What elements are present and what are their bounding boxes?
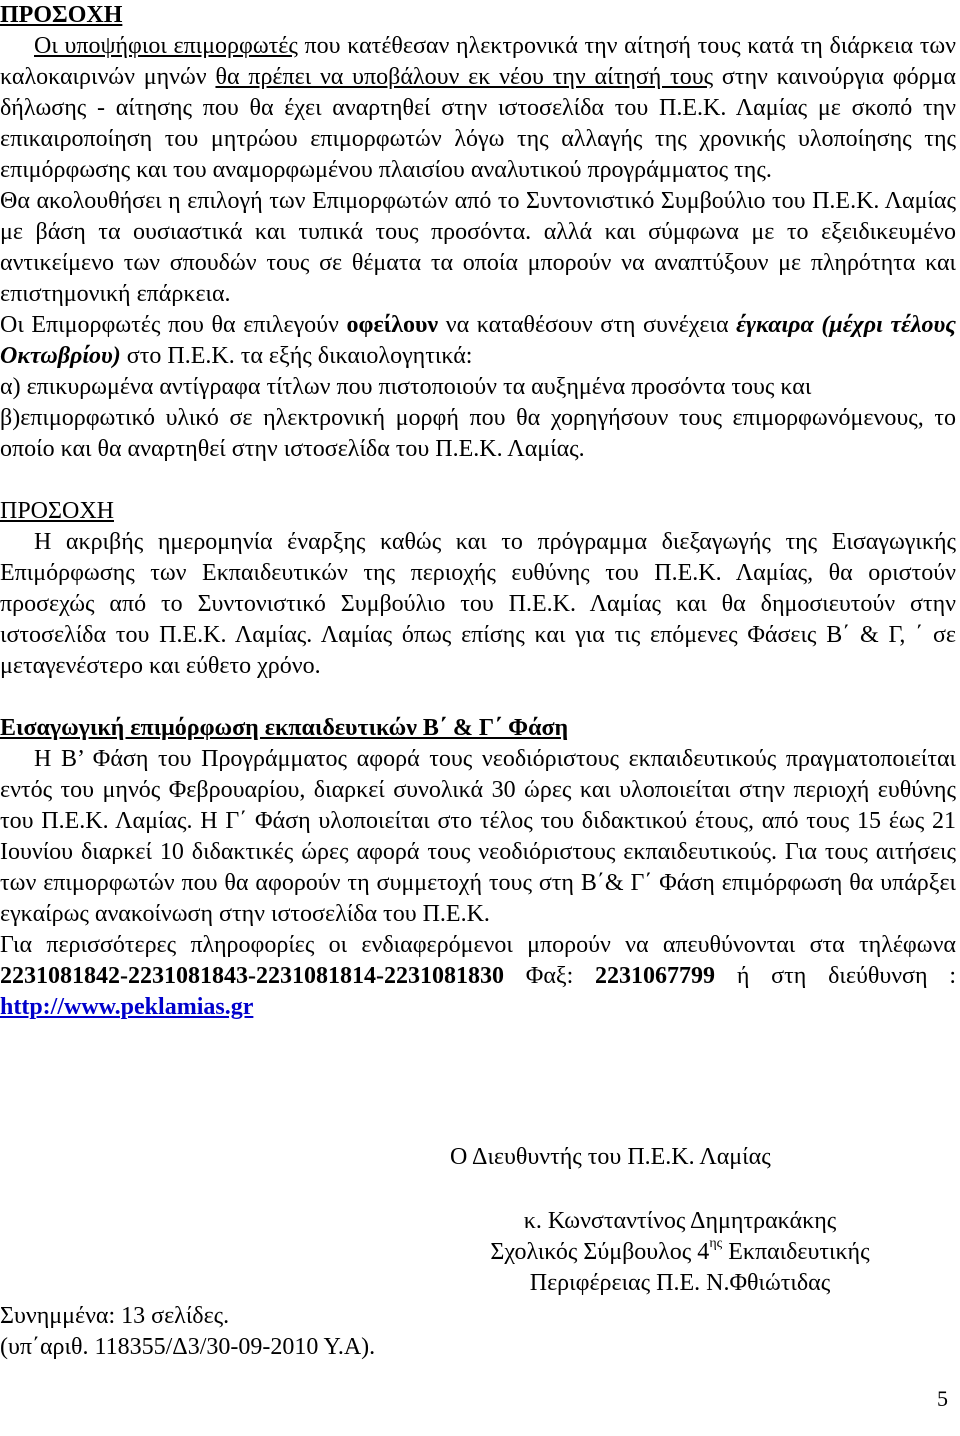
deadline-text: (μέχρι τέλους Οκτωβρίου) [0, 312, 956, 369]
paragraph-trainer-selection: Θα ακολουθήσει η επιλογή των Επιμορφωτών από το Συντονιστικό Συμβούλιο του Π.Ε.Κ. Λαμίας με βάση τα ουσιαστικά και τυπικά τους προσόντα. αλλά και σύμφωνα με το εξειδικευμένο αντικείμενο των σπουδών τους σε θέματα τα οποία μπορούν να αναπτύξουν με πληρότητα και επιστημονική επάρκεια. [0, 188, 956, 307]
signatory-name: κ. Κωνσταντίνος Δημητρακάκης [523, 1208, 837, 1234]
paragraph-start-date: Η ακριβής ημερομηνία έναρξης καθώς και το πρόγραμμα διεξαγωγής της Εισαγωγικής Επιμόρφωσης των Εκπαιδευτικών της περιοχής ευθύνης του Π.Ε.Κ. Λαμίας, θα οριστούν προσεχώς από το Συντονιστικό Συμβούλιο του Π.Ε.Κ. Λαμίας και θα δημοσιευτούν στην ιστοσελίδα του Π.Ε.Κ. Λαμίας. Λαμίας όπως επίσης και για τις επόμενες Φάσεις Β΄ & Γ, ΄ σε μεταγενέστερο και εύθετο χρόνο. [0, 529, 956, 679]
paragraph-required-documents [0, 310, 956, 372]
section-heading-phases: Εισαγωγική επιμόρφωση εκπαιδευτικών Β΄ & Γ΄ Φάση [0, 715, 569, 741]
section-heading-attention-2: ΠΡΟΣΟΧΗ [0, 498, 114, 524]
list-item-a: α) επικυρωμένα αντίγραφα τίτλων που πιστοποιούν τα αυξημένα προσόντα τους και [0, 374, 812, 400]
attachments-reference: (υπ΄αριθ. 118355/Δ3/30-09-2010 Υ.Α). [0, 1334, 376, 1360]
fax-number: 2231067799 [595, 963, 716, 989]
paragraph-text: στο Π.Ε.Κ. τα εξής δικαιολογητικά: [120, 343, 473, 369]
underlined-text: Οι υποψήφιοι επιμορφωτές [34, 33, 298, 59]
spacer [0, 682, 956, 713]
section-heading-attention-1: ΠΡΟΣΟΧΗ [0, 2, 123, 28]
signature-title: Ο Διευθυντής του Π.Ε.Κ. Λαμίας [450, 1144, 771, 1170]
bold-text: οφείλουν [346, 312, 439, 338]
attachments-block [0, 1301, 375, 1363]
list-item-b: β)επιμορφωτικό υλικό σε ηλεκτρονική μορφή που θα χορηγήσουν τους επιμορφωνόμενους, το οποίο και θα αναρτηθεί στην ιστοσελίδα του Π.Ε.Κ. Λαμίας. [0, 405, 956, 462]
signature-block [430, 1206, 930, 1299]
paragraph-phase-b-c: Η Β’ Φάση του Προγράμματος αφορά τους νεοδιόριστους εκπαιδευτικούς πραγματοποιείται εντός του μηνός Φεβρουαρίου, διαρκεί συνολικά 30 ώρες και υλοποιείται στην περιοχή ευθύνης του Π.Ε.Κ. Λαμίας. Η Γ΄ Φάση υλοποιείται στο τέλος του διδακτικού έτους, από τους 15 έως 21 Ιουνίου διαρκεί 10 διδακτικές ώρες αφορά τους νεοδιόριστους εκπαιδευτικούς. Για τους αιτήσεις των επιμορφωτών που θα αφορούν τη συμμετοχή τους στη Β΄& Γ΄ Φάση επιμόρφωση θα υπάρξει εγκαίρως ανακοίνωση στην ιστοσελίδα του Π.Ε.Κ. [0, 746, 956, 927]
spacer [0, 465, 956, 496]
paragraph-text: να καταθέσουν στη συνέχεια [438, 312, 737, 338]
paragraph-resubmit-applications [0, 31, 956, 186]
paragraph-text: που κατέθεσαν ηλεκτρονικά την αίτησή τους κατά τη διάρκεια των καλοκαιρινών μηνών [0, 33, 956, 90]
attachments-count: Συνημμένα: 13 σελίδες. [0, 1303, 230, 1329]
paragraph-text: Για περισσότερες πληροφορίες οι ενδιαφερόμενοι μπορούν να απευθύνονται στα τηλέφωνα [0, 932, 956, 958]
paragraph-text: Οι Επιμορφωτές που θα επιλεγούν [0, 312, 347, 338]
underlined-text: θα πρέπει να υποβάλουν εκ νέου την αίτησή τους [215, 64, 714, 90]
paragraph-contact-info [0, 930, 956, 1023]
paragraph-text: Φαξ: [503, 963, 596, 989]
website-link[interactable]: http://www.peklamias.gr [0, 994, 254, 1020]
signatory-role: Σχολικός Σύμβουλος $4^{\eta\varsigma}$ Εκπαιδευτικής [490, 1236, 870, 1265]
page-number: 5 [937, 1386, 948, 1411]
bold-italic-text: έγκαιρα [736, 312, 814, 338]
paragraph-text: ή στη διεύθυνση : [715, 963, 956, 989]
paragraph-text: στην καινούργια φόρμα δήλωσης - αίτησης που θα έχει αναρτηθεί στην ιστοσελίδα του Π.Ε.Κ. Λαμίας με σκοπό την επικαιροποίηση του μητρώου επιμορφωτών λόγω της αλλαγής της χρονικής υλοποίησης της επιμόρφωσης και του αναμορφωμένου πλαισίου αναλυτικού προγράμματος της. [0, 64, 956, 183]
phone-numbers: 2231081842-2231081843-2231081814-2231081830 [0, 963, 504, 989]
signatory-region: Περιφέρειας Π.Ε. Ν.Φθιώτιδας [529, 1270, 831, 1296]
